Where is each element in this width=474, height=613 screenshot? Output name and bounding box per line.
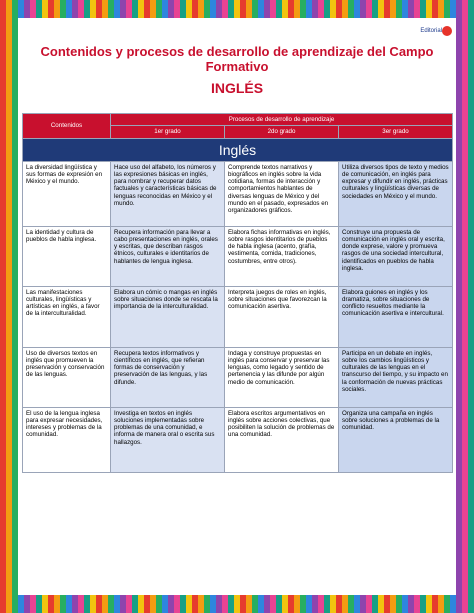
grade-3-cell: Elabora guiones en inglés y los dramatiza, sobre situaciones de conflicto resueltos mediante la comunicación asertiva e intercultural. [339,286,453,347]
header-contenidos: Contenidos [23,114,111,139]
grade-2-cell: Interpreta juegos de roles en inglés, sobre situaciones que favorezcan la comunicación asertiva. [225,286,339,347]
table-row [23,286,453,347]
grade-1-cell: Recupera información para llevar a cabo presentaciones en inglés, orales y escritas, que describan rasgos étnicos, culturales e identitarios de hablantes de lengua inglesa. [111,226,225,286]
grade-3-cell: Utiliza diversos tipos de texto y medios de comunicación, en inglés para expresar y difundir en inglés, prácticas culturales y lingüísticas diversas de sociedades en México y el mundo. [339,161,453,226]
grade-2-cell: Elabora escritos argumentativos en inglés sobre acciones colectivas, que posibiliten la solución de problemas de una comunidad. [225,407,339,472]
header-grade-3: 3er grado [339,126,453,138]
table-row [23,226,453,286]
contenido-cell: La identidad y cultura de pueblos de habla inglesa. [23,226,111,286]
content-table [22,113,453,473]
contenido-cell: Las manifestaciones culturales, lingüísticas y artísticas en inglés, a favor de la interculturalidad. [23,286,111,347]
grade-3-cell: Organiza una campaña en inglés sobre soluciones a problemas de la comunidad. [339,407,453,472]
grade-1-cell: Investiga en textos en inglés soluciones implementadas sobre problemas de una comunidad, e informa de manera oral o escrita sus hallazgos. [111,407,225,472]
brand-label: Editorial [420,28,442,34]
table-row [23,347,453,407]
header-grade-1: 1er grado [111,126,225,138]
brand-logo-icon [442,26,452,36]
grade-2-cell: Indaga y construye propuestas en inglés para conservar y preservar las lenguas, como legado y sentido de pertenencia y las difunde por algún medio de comunicación. [225,347,339,407]
grade-1-cell: Hace uso del alfabeto, los números y las expresiones básicas en inglés, para nombrar y recuperar datos factuales y características básicas de lenguas reconocidas en México y el mundo. [111,161,225,226]
header-procesos: Procesos de desarrollo de aprendizaje [111,114,453,126]
table-row [23,407,453,472]
grade-3-cell: Construye una propuesta de comunicación en inglés oral y escrita, donde exprese, valore y promueva rasgos de una sociedad intercultural, identificados en pueblos de habla inglesa. [339,226,453,286]
grade-1-cell: Recupera textos informativos y científicos en inglés, que refieran formas de conservación y preservación de las lenguas, y las difunde. [111,347,225,407]
page-title: Contenidos y procesos de desarrollo de aprendizaje del Campo Formativo [40,44,434,74]
section-title: Inglés [23,138,453,161]
contenido-cell: Uso de diversos textos en inglés que promueven la preservación y conservación de las lenguas. [23,347,111,407]
grade-3-cell: Participa en un debate en inglés, sobre los cambios lingüísticos y culturales de las lenguas en el transcurso del tiempo, y su impacto en la conformación de nuevas prácticas sociales. [339,347,453,407]
page-subtitle: INGLÉS [210,80,264,96]
grade-2-cell: Comprende textos narrativos y biográficos en inglés sobre la vida cotidiana, formas de interacción y comportamientos hablantes de diversas lenguas de México y del mundo en el pasado, expresados en organizadores gráficos. [225,161,339,226]
header-grade-2: 2do grado [225,126,339,138]
grade-2-cell: Elabora fichas informativas en inglés, sobre rasgos identitarios de pueblos de habla inglesa (acento, grafía, vestimenta, comida, tradiciones, costumbres, entre otros). [225,226,339,286]
contenido-cell: El uso de la lengua inglesa para expresar necesidades, intereses y problemas de la comunidad. [23,407,111,472]
table-row [23,161,453,226]
grade-1-cell: Elabora un cómic o mangas en inglés sobre situaciones donde se rescata la importancia de la interculturalidad. [111,286,225,347]
contenido-cell: La diversidad lingüística y sus formas de expresión en México y el mundo. [23,161,111,226]
page [18,18,456,595]
